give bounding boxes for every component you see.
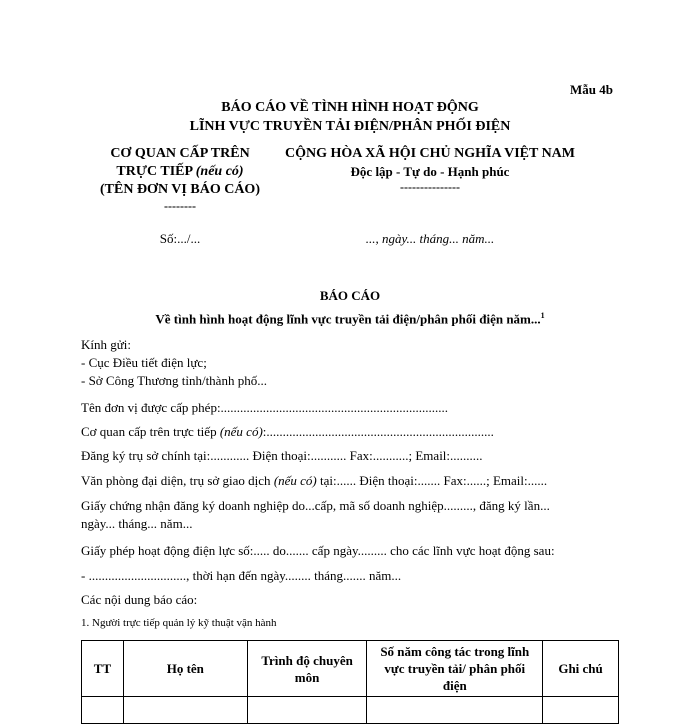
- column-header-years-experience: Số năm công tác trong lĩnh vực truyền tải/ phân phối điện: [367, 641, 543, 697]
- representative-office-value: tại:...... Điện thoại:....... Fax:......; Email:......: [316, 473, 548, 488]
- head-office-field: Đăng ký trụ sở chính tại:............ Điện thoại:........... Fax:...........; Email:..........: [81, 448, 483, 463]
- title-line-2: LĨNH VỰC TRUYỀN TẢI ĐIỆN/PHÂN PHỐI ĐIỆN: [189, 119, 511, 134]
- table-header-row: [82, 641, 619, 697]
- column-header-qualification: Trình độ chuyên môn: [247, 641, 367, 697]
- table-cell[interactable]: [82, 697, 124, 724]
- electricity-license-field: Giấy phép hoạt động điện lực số:..... do....... cấp ngày......... cho các lĩnh vực hoạt động sau:: [81, 543, 555, 558]
- report-date: ..., ngày... tháng... năm...: [365, 231, 495, 246]
- column-header-no: TT: [82, 641, 124, 697]
- title-line-1: BÁO CÁO VỀ TÌNH HÌNH HOẠT ĐỘNG: [221, 100, 479, 115]
- column-header-full-name: Họ tên: [123, 641, 247, 697]
- agency-line-1: CƠ QUAN CẤP TRÊN: [110, 146, 250, 161]
- table-row: [82, 697, 619, 724]
- business-certificate-line-1: Giấy chứng nhận đăng ký doanh nghiệp do...cấp, mã số doanh nghiệp........., đăng ký lần...: [81, 498, 550, 513]
- right-header-dashes: ---------------: [400, 180, 460, 194]
- report-subheading: [60, 311, 640, 327]
- recipients-label: Kính gửi:: [81, 337, 132, 352]
- superior-agency-value: :......................................................................: [262, 424, 494, 439]
- superior-agency-field: [81, 424, 494, 440]
- representative-office-field: [81, 473, 547, 489]
- recipient-item: - Sở Công Thương tỉnh/thành phố...: [81, 373, 267, 388]
- report-subheading-text: Về tình hình hoạt động lĩnh vực truyền tải điện/phân phối điện năm...: [155, 311, 541, 327]
- superior-agency-optional: (nếu có): [219, 424, 263, 439]
- licensed-unit-field: Tên đơn vị được cấp phép:......................................................................: [81, 400, 449, 415]
- table-cell[interactable]: [247, 697, 367, 724]
- recipient-item: - Cục Điều tiết điện lực;: [81, 355, 207, 370]
- reporting-unit-name: (TÊN ĐƠN VỊ BÁO CÁO): [100, 182, 260, 197]
- technical-manager-table: [81, 640, 619, 724]
- national-title: CỘNG HÒA XÃ HỘI CHỦ NGHĨA VIỆT NAM: [284, 146, 575, 161]
- business-certificate-line-2: ngày... tháng... năm...: [81, 516, 193, 531]
- table-cell[interactable]: [123, 697, 247, 724]
- column-header-notes: Ghi chú: [543, 641, 619, 697]
- document-number: Số:.../...: [159, 231, 201, 246]
- representative-office-label: Văn phòng đại diện, trụ sở giao dịch: [81, 473, 274, 488]
- national-motto: Độc lập - Tự do - Hạnh phúc: [350, 164, 510, 179]
- report-contents-label: Các nội dung báo cáo:: [81, 592, 198, 607]
- superior-agency-label: Cơ quan cấp trên trực tiếp: [81, 424, 220, 439]
- agency-line-2-main: TRỰC TIẾP: [116, 164, 196, 179]
- representative-office-optional: (nếu có): [273, 473, 317, 488]
- license-item: - .............................., thời hạn đến ngày........ tháng....... năm...: [81, 568, 402, 583]
- left-header-dashes: --------: [164, 199, 196, 213]
- table-cell[interactable]: [367, 697, 543, 724]
- table-cell[interactable]: [543, 697, 619, 724]
- section-1-title: 1. Người trực tiếp quản lý kỹ thuật vận hành: [81, 617, 277, 629]
- form-code: Mẫu 4b: [570, 82, 613, 97]
- footnote-marker: 1: [540, 311, 545, 320]
- agency-line-2-optional: (nếu có): [195, 164, 244, 179]
- agency-line-2: [80, 164, 280, 180]
- report-heading: BÁO CÁO: [319, 288, 381, 303]
